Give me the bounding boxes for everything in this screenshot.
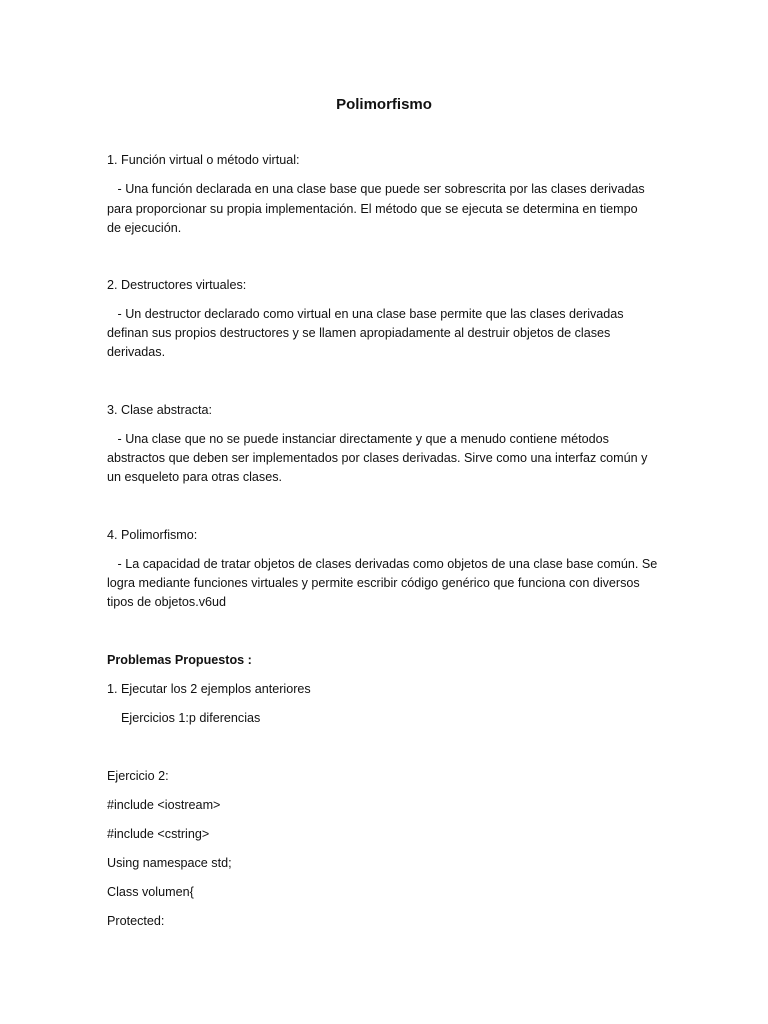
section-3-line-2: abstractos que deben ser implementados por clases derivadas. Sirve como una interfaz común y <box>107 451 648 465</box>
section-1-line-3: de ejecución. <box>107 221 182 235</box>
section-4-line-3: tipos de objetos.v6ud <box>107 595 227 609</box>
section-1-line-2: para proporcionar su propia implementación. El método que se ejecuta se determina en tiempo <box>107 202 638 216</box>
problem-item-1: 1. Ejecutar los 2 ejemplos anteriores <box>107 682 311 696</box>
section-4-line-1: - La capacidad de tratar objetos de clases derivadas como objetos de una clase base común. Se <box>107 557 658 571</box>
code-line: Class volumen{ <box>107 885 194 899</box>
document-title: Polimorfismo <box>336 96 432 113</box>
section-4-heading: 4. Polimorfismo: <box>107 528 198 542</box>
section-2-line-1: - Un destructor declarado como virtual en una clase base permite que las clases derivadas <box>107 307 624 321</box>
section-4-line-2: logra mediante funciones virtuales y permite escribir código genérico que funciona con diversos <box>107 576 640 590</box>
exercise-2-heading: Ejercicio 2: <box>107 769 169 783</box>
section-2-line-2: definan sus propios destructores y se llamen apropiadamente al destruir objetos de clases <box>107 326 611 340</box>
code-line: #include <iostream> <box>107 798 221 812</box>
code-line: Using namespace std; <box>107 856 232 870</box>
section-2-heading: 2. Destructores virtuales: <box>107 278 247 292</box>
section-1-heading: 1. Función virtual o método virtual: <box>107 153 300 167</box>
problems-heading: Problemas Propuestos : <box>107 653 252 667</box>
section-3-line-3: un esqueleto para otras clases. <box>107 470 283 484</box>
code-line: Protected: <box>107 914 165 928</box>
code-line: #include <cstring> <box>107 827 210 841</box>
section-1-line-1: - Una función declarada en una clase base que puede ser sobrescrita por las clases derivadas <box>107 182 645 196</box>
section-3-heading: 3. Clase abstracta: <box>107 403 212 417</box>
problem-item-1-sub: Ejercicios 1:p diferencias <box>107 711 261 725</box>
section-3-line-1: - Una clase que no se puede instanciar directamente y que a menudo contiene métodos <box>107 432 609 446</box>
section-2-line-3: derivadas. <box>107 345 166 359</box>
